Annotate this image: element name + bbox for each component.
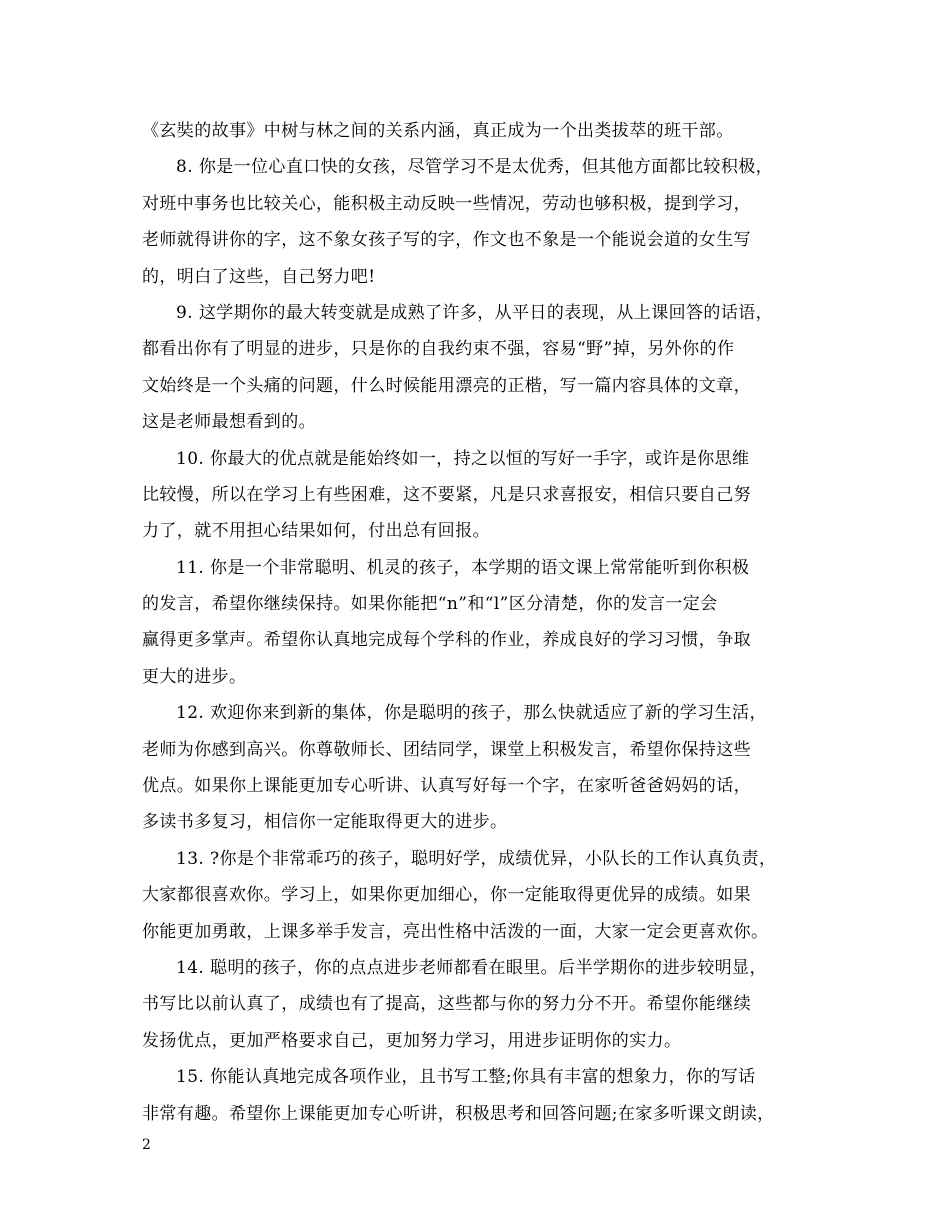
text-line: 文始终是一个头痛的问题，什么时候能用漂亮的正楷，写一篇内容具体的文章， bbox=[142, 375, 751, 396]
text-line: 多读书多复习，相信你一定能取得更大的进步。 bbox=[142, 812, 508, 833]
comment-text-block bbox=[142, 113, 814, 1132]
text-line: 比较慢，所以在学习上有些困难，这不要紧，凡是只求喜报安，相信只要自己努 bbox=[142, 484, 751, 505]
text-line: 这是老师最想看到的。 bbox=[142, 412, 316, 433]
text-line: 优点。如果你上课能更加专心听讲、认真写好每一个字，在家听爸爸妈妈的话， bbox=[142, 776, 751, 797]
text-line: 11. 你是一个非常聪明、机灵的孩子，本学期的语文课上常常能听到你积极 bbox=[176, 557, 750, 578]
text-line: 8. 你是一位心直口快的女孩，尽管学习不是太优秀，但其他方面都比较积极， bbox=[176, 157, 774, 178]
text-line: 15. 你能认真地完成各项作业，且书写工整;你具有丰富的想象力，你的写话 bbox=[176, 1067, 756, 1088]
text-line: 9. 这学期你的最大转变就是成熟了许多，从平日的表现，从上课回答的话语， bbox=[176, 302, 774, 323]
text-line: 的，明白了这些，自己努力吧! bbox=[142, 266, 376, 287]
text-line: 都看出你有了明显的进步，只是你的自我约束不强，容易“野”掉，另外你的作 bbox=[142, 339, 735, 360]
text-line: 老师为你感到高兴。你尊敬师长、团结同学，课堂上积极发言，希望你保持这些 bbox=[142, 739, 751, 760]
text-line: 力了，就不用担心结果如何，付出总有回报。 bbox=[142, 521, 490, 542]
text-line: 14. 聪明的孩子，你的点点进步老师都看在眼里。后半学期你的进步较明显， bbox=[176, 957, 767, 978]
text-line: 的发言，希望你继续保持。如果你能把“n”和“l”区分清楚，你的发言一定会 bbox=[142, 594, 718, 615]
text-line: 非常有趣。希望你上课能更加专心听讲，积极思考和回答问题;在家多听课文朗读， bbox=[142, 1103, 775, 1124]
text-line: 大家都很喜欢你。学习上，如果你更加细心，你一定能取得更优异的成绩。如果 bbox=[142, 885, 751, 906]
text-line: 老师就得讲你的字，这不象女孩子写的字，作文也不象是一个能说会道的女生写 bbox=[142, 230, 751, 251]
text-line: 你能更加勇敢，上课多举手发言，亮出性格中活泼的一面，大家一定会更喜欢你。 bbox=[142, 921, 769, 942]
text-line: 10. 你最大的优点就是能始终如一，持之以恒的写好一手字，或许是你思维 bbox=[176, 448, 750, 469]
text-line: 发扬优点，更加严格要求自己，更加努力学习，用进步证明你的实力。 bbox=[142, 1030, 682, 1051]
page-number: 2 bbox=[142, 1137, 151, 1153]
text-line: 《玄奘的故事》中树与林之间的关系内涵，真正成为一个出类拔萃的班干部。 bbox=[142, 121, 734, 141]
text-line: 12. 欢迎你来到新的集体，你是聪明的孩子，那么快就适应了新的学习生活， bbox=[176, 703, 767, 724]
text-line: 13. ?你是个非常乖巧的孩子，聪明好学，成绩优异，小队长的工作认真负责， bbox=[176, 848, 777, 869]
text-line: 对班中事务也比较关心，能积极主动反映一些情况，劳动也够积极，提到学习， bbox=[142, 193, 751, 214]
text-line: 赢得更多掌声。希望你认真地完成每个学科的作业，养成良好的学习习惯，争取 bbox=[142, 630, 751, 651]
text-line: 更大的进步。 bbox=[142, 666, 247, 687]
text-line: 书写比以前认真了，成绩也有了提高，这些都与你的努力分不开。希望你能继续 bbox=[142, 994, 751, 1015]
